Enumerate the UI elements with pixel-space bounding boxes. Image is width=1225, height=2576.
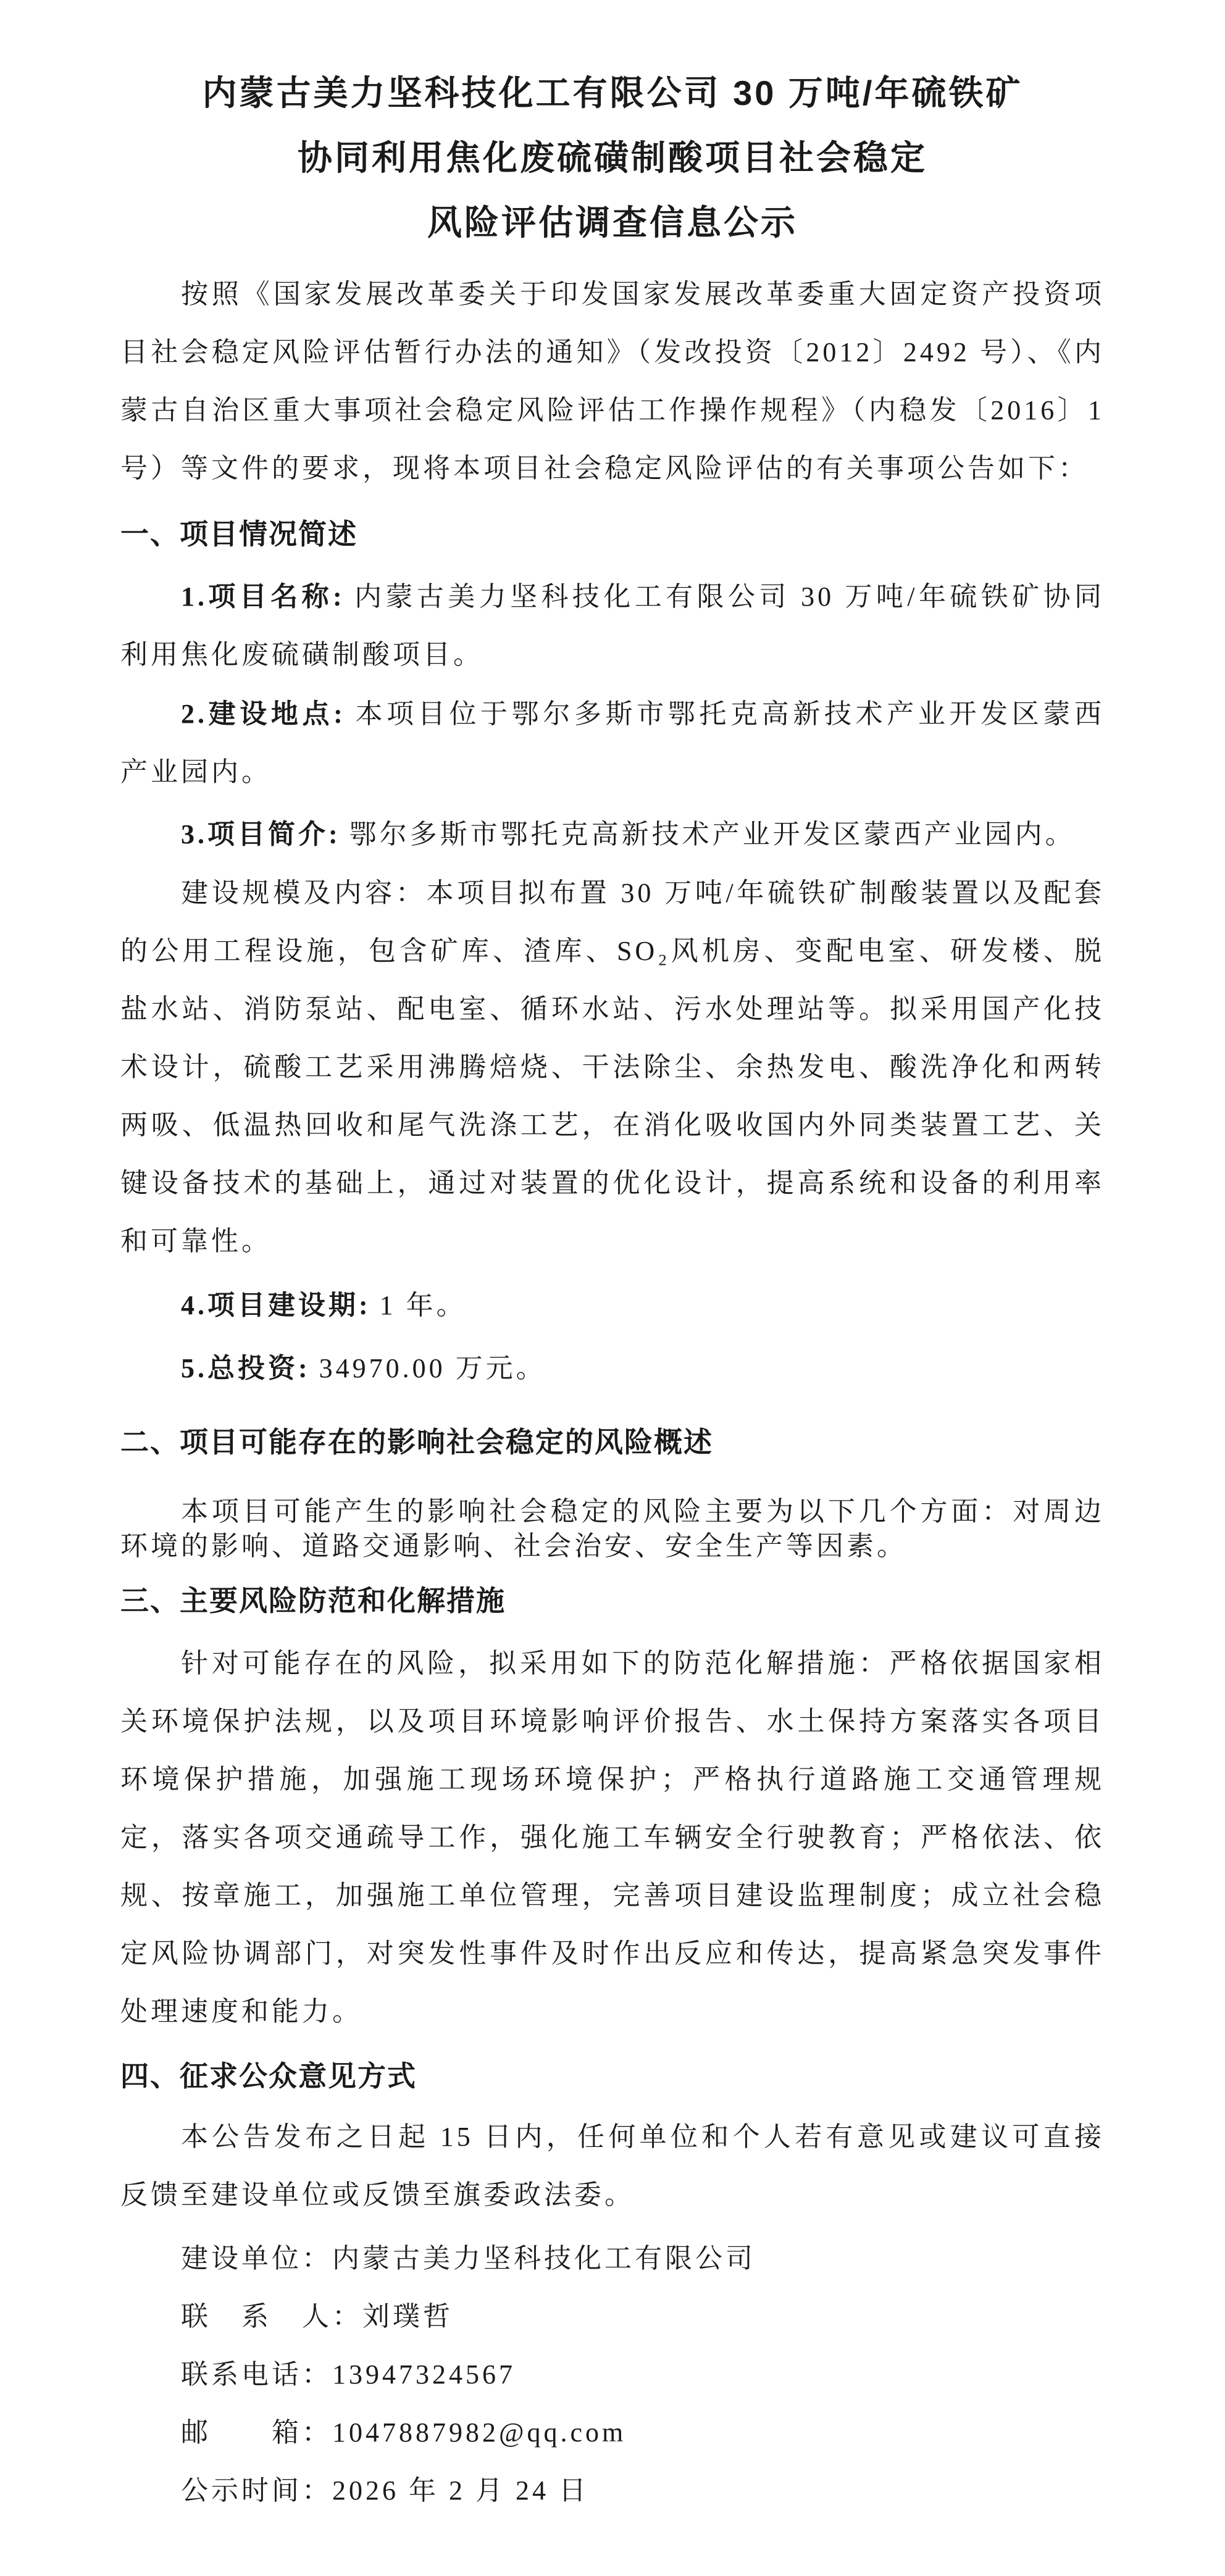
item-4-label: 4.项目建设期: bbox=[181, 1290, 371, 1320]
contact-phone-value: 13947324567 bbox=[332, 2359, 516, 2390]
contact-date-value: 2026 年 2 月 24 日 bbox=[332, 2475, 589, 2506]
item-2-label: 2.建设地点: bbox=[181, 699, 346, 729]
item-5-text: 34970.00 万元。 bbox=[319, 1353, 546, 1383]
item-3-label: 3.项目简介: bbox=[181, 819, 341, 849]
item-3 bbox=[120, 806, 1105, 864]
contact-date-label: 公示时间： bbox=[181, 2475, 332, 2506]
contact-person-row bbox=[120, 2288, 1105, 2346]
contact-phone-label: 联系电话： bbox=[181, 2359, 332, 2390]
section-3-paragraph: 针对可能存在的风险，拟采用如下的防范化解措施：严格依据国家相关环境保护法规，以及项目环境影响评价报告、水土保持方案落实各项目环境保护措施，加强施工现场环境保护；严格执行道路施工交通管理规定，落实各项交通疏导工作，强化施工车辆安全行驶教育；严格依法、依规、按章施工，加强施工单位管理，完善项目建设监理制度；成立社会稳定风险协调部门，对突发性事件及时作出反应和传达，提高紧急突发事件处理速度和能力。 bbox=[120, 1648, 1105, 2027]
item-4-text: 1 年。 bbox=[379, 1290, 467, 1320]
item-1-text: 内蒙古美力坚科技化工有限公司 30 万吨/年硫铁矿协同利用焦化废硫磺制酸项目。 bbox=[120, 581, 1105, 670]
contact-email-row bbox=[120, 2404, 1105, 2462]
section-4-paragraph: 本公告发布之日起 15 日内，任何单位和个人若有意见或建议可直接反馈至建设单位或反馈至旗委政法委。 bbox=[120, 2122, 1105, 2210]
item-3-text: 鄂尔多斯市鄂托克高新技术产业开发区蒙西产业园内。 bbox=[349, 819, 1076, 849]
item-5 bbox=[120, 1340, 1105, 1398]
item-2-text: 本项目位于鄂尔多斯市鄂托克高新技术产业开发区蒙西产业园内。 bbox=[120, 699, 1105, 787]
item-2 bbox=[120, 685, 1105, 801]
title-line-2: 协同利用焦化废硫磺制酸项目社会稳定 bbox=[298, 138, 927, 177]
title-line-3: 风险评估调查信息公示 bbox=[427, 203, 798, 242]
section-1-heading: 一、项目情况简述 bbox=[120, 518, 357, 550]
contact-email-label: 邮 箱： bbox=[181, 2417, 332, 2448]
item-1 bbox=[120, 568, 1105, 684]
section-2-heading: 二、项目可能存在的影响社会稳定的风险概述 bbox=[120, 1426, 713, 1458]
contact-person-value: 刘璞哲 bbox=[362, 2301, 453, 2332]
contact-phone-row bbox=[120, 2346, 1105, 2404]
contact-person-label: 联 系 人： bbox=[181, 2301, 362, 2332]
title-line-1: 内蒙古美力坚科技化工有限公司 30 万吨/年硫铁矿 bbox=[202, 73, 1023, 112]
item-4 bbox=[120, 1277, 1105, 1335]
section-4-heading: 四、征求公众意见方式 bbox=[120, 2060, 417, 2092]
item-1-label: 1.项目名称: bbox=[181, 581, 345, 612]
contact-date-row bbox=[120, 2462, 1105, 2520]
document-title bbox=[120, 60, 1105, 255]
item-5-label: 5.总投资: bbox=[181, 1353, 311, 1383]
intro-paragraph: 按照《国家发展改革委关于印发国家发展改革委重大固定资产投资项目社会稳定风险评估暂行办法的通知》（发改投资〔2012〕2492 号）、《内蒙古自治区重大事项社会稳定风险评估工作操作规程》（内稳发〔2016〕1 号）等文件的要求，现将本项目社会稳定风险评估的有关事项公告如下： bbox=[120, 279, 1105, 483]
contact-unit-value: 内蒙古美力坚科技化工有限公司 bbox=[332, 2243, 756, 2274]
section-2-paragraph: 本项目可能产生的影响社会稳定的风险主要为以下几个方面：对周边环境的影响、道路交通影响、社会治安、安全生产等因素。 bbox=[120, 1496, 1105, 1561]
section-3-heading: 三、主要风险防范和化解措施 bbox=[120, 1585, 506, 1617]
scale-paragraph: 建设规模及内容：本项目拟布置 30 万吨/年硫铁矿制酸装置以及配套的公用工程设施，包含矿库、渣库、SO₂风机房、变配电室、研发楼、脱盐水站、消防泵站、配电室、循环水站、污水处理站等。拟采用国产化技术设计，硫酸工艺采用沸腾焙烧、干法除尘、余热发电、酸洗净化和两转两吸、低温热回收和尾气洗涤工艺，在消化吸收国内外同类装置工艺、关键设备技术的基础上，通过对装置的优化设计，提高系统和设备的利用率和可靠性。 bbox=[120, 878, 1105, 1256]
contact-unit-row bbox=[120, 2230, 1105, 2288]
contact-unit-label: 建设单位： bbox=[181, 2243, 332, 2274]
contact-email-value: 1047887982@qq.com bbox=[332, 2417, 627, 2448]
